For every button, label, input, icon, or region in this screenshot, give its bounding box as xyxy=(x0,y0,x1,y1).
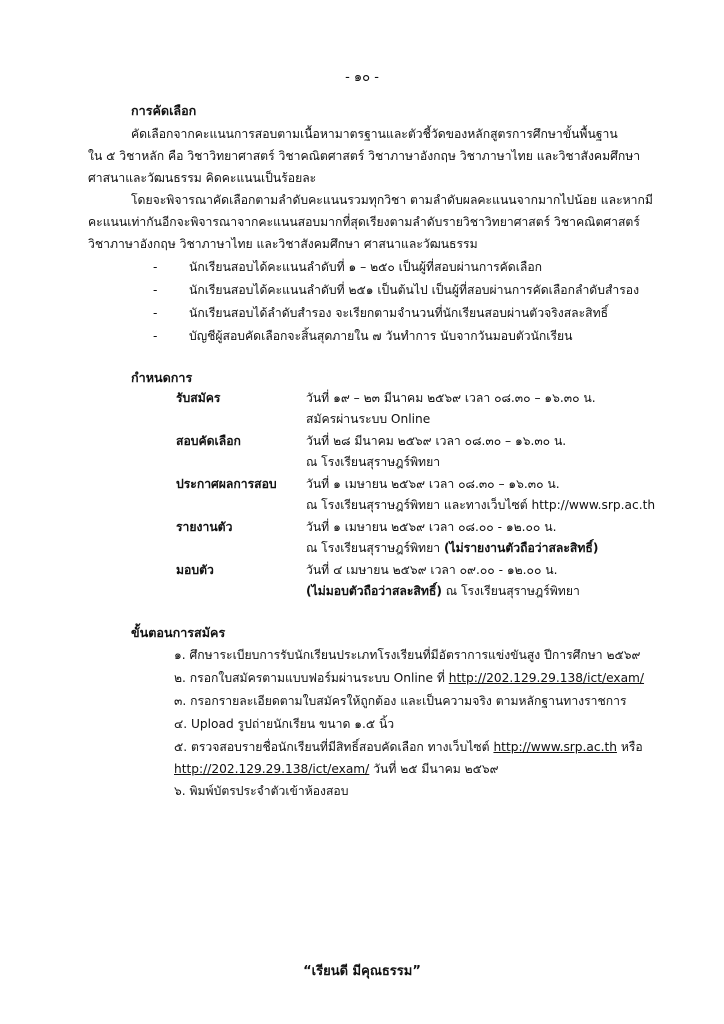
bullet-dash: - xyxy=(153,329,158,343)
schedule-label: รับสมัคร xyxy=(176,391,221,405)
selection-para1-line3: ศาสนาและวัฒนธรรม คิดคะแนนเป็นร้อยละ xyxy=(88,171,317,185)
step-1: ๑. ศึกษาระเบียบการรับนักเรียนประเภทโรงเรียนที่มีอัตราการแข่งขันสูง ปีการศึกษา ๒๕๖๙ xyxy=(174,648,641,662)
schedule-heading: กำหนดการ xyxy=(131,370,193,385)
bullet-text: นักเรียนสอบได้ลำดับสำรอง จะเรียกตามจำนวนที่นักเรียนสอบผ่านตัวจริงสละสิทธิ์ xyxy=(189,306,609,320)
selection-para2-line3: วิชาภาษาอังกฤษ วิชาภาษาไทย และวิชาสังคมศึกษา ศาสนาและวัฒนธรรม xyxy=(88,237,478,251)
schedule-label: ประกาศผลการสอบ xyxy=(176,477,277,491)
schedule-label: สอบคัดเลือก xyxy=(176,434,241,448)
step-2-text: ๒. กรอกใบสมัครตามแบบฟอร์มผ่านระบบ Online ที่ xyxy=(174,671,449,685)
bullet-text: นักเรียนสอบได้คะแนนลำดับที่ ๒๕๑ เป็นต้นไป เป็นผู้ที่สอบผ่านการคัดเลือกลำดับสำรอง xyxy=(189,283,640,297)
exam-system-link[interactable]: http://202.129.29.138/ict/exam/ xyxy=(174,762,370,776)
schedule-detail-place: ณ โรงเรียนสุราษฎร์พิทยา xyxy=(441,584,580,598)
selection-para1-line1: คัดเลือกจากคะแนนการสอบตามเนื้อหามาตรฐานและตัวชี้วัดของหลักสูตรการศึกษาขั้นพื้นฐาน xyxy=(131,127,618,141)
schedule-detail xyxy=(306,538,598,559)
schedule-detail: สมัครผ่านระบบ Online xyxy=(306,412,431,426)
selection-para1-line2: ใน ๕ วิชาหลัก คือ วิชาวิทยาศาสตร์ วิชาคณิตศาสตร์ วิชาภาษาอังกฤษ วิชาภาษาไทย และวิชาสังคมศึกษา xyxy=(88,149,641,163)
page-number: - ๑๐ - xyxy=(345,70,379,85)
schedule-date: วันที่ ๑๙ – ๒๓ มีนาคม ๒๕๖๙ เวลา ๐๘.๓๐ – ๑๖.๓๐ น. xyxy=(306,391,596,405)
selection-para2-line2: คะแนนเท่ากันอีกจะพิจารณาจากคะแนนสอบมากที่สุดเรียงตามลำดับรายวิชาวิทยาศาสตร์ วิชาคณิตศาสตร์ xyxy=(88,215,640,229)
schedule-detail xyxy=(306,581,580,602)
bullet-dash: - xyxy=(153,306,158,320)
step-5-date: วันที่ ๒๕ มีนาคม ๒๕๖๙ xyxy=(369,762,499,776)
step-3: ๓. กรอกรายละเอียดตามใบสมัครให้ถูกต้อง และเป็นความจริง ตามหลักฐานทางราชการ xyxy=(174,694,627,708)
selection-heading: การคัดเลือก xyxy=(131,103,197,118)
step-5-text: ๕. ตรวจสอบรายชื่อนักเรียนที่มีสิทธิ์สอบคัดเลือก ทางเว็บไซต์ xyxy=(174,740,494,754)
schedule-detail-warning: (ไม่รายงานตัวถือว่าสละสิทธิ์) xyxy=(443,541,599,555)
bullet-dash: - xyxy=(153,260,158,274)
schedule-date: วันที่ ๑ เมษายน ๒๕๖๙ เวลา ๐๘.๓๐ – ๑๖.๓๐ น. xyxy=(306,477,560,491)
register-link[interactable]: http://202.129.29.138/ict/exam/ xyxy=(448,671,645,685)
schedule-label: มอบตัว xyxy=(176,563,214,577)
school-website-link[interactable]: http://www.srp.ac.th xyxy=(493,740,617,754)
step-5-continued xyxy=(174,758,499,780)
step-6: ๖. พิมพ์บัตรประจำตัวเข้าห้องสอบ xyxy=(174,784,349,798)
schedule-detail-warning: (ไม่มอบตัวถือว่าสละสิทธิ์) xyxy=(306,584,442,598)
step-5-or: หรือ xyxy=(616,740,643,754)
bullet-text: นักเรียนสอบได้คะแนนลำดับที่ ๑ – ๒๕๐ เป็นผู้ที่สอบผ่านการคัดเลือก xyxy=(189,260,543,274)
schedule-date: วันที่ ๔ เมษายน ๒๕๖๙ เวลา ๐๙.๐๐ - ๑๒.๐๐ น. xyxy=(306,563,558,577)
step-4: ๔. Upload รูปถ่ายนักเรียน ขนาด ๑.๕ นิ้ว xyxy=(174,717,395,731)
steps-heading: ขั้นตอนการสมัคร xyxy=(131,625,226,640)
schedule-date: วันที่ ๑ เมษายน ๒๕๖๙ เวลา ๐๘.๐๐ - ๑๒.๐๐ น. xyxy=(306,520,557,534)
schedule-date: วันที่ ๒๘ มีนาคม ๒๕๖๙ เวลา ๐๘.๓๐ – ๑๖.๓๐ น. xyxy=(306,434,567,448)
step-5 xyxy=(174,736,643,758)
schedule-detail-place: ณ โรงเรียนสุราษฎร์พิทยา xyxy=(306,541,444,555)
selection-para2-line1: โดยจะพิจารณาคัดเลือกตามลำดับคะแนนรวมทุกวิชา ตามลำดับผลคะแนนจากมากไปน้อย และหากมี xyxy=(131,193,653,207)
schedule-label: รายงานตัว xyxy=(176,520,233,534)
schedule-detail: ณ โรงเรียนสุราษฎร์พิทยา xyxy=(306,455,441,469)
step-2 xyxy=(174,667,644,689)
bullet-text: บัญชีผู้สอบคัดเลือกจะสิ้นสุดภายใน ๗ วันทำการ นับจากวันมอบตัวนักเรียน xyxy=(189,329,573,343)
schedule-detail: ณ โรงเรียนสุราษฎร์พิทยา และทางเว็บไซต์ http://www.srp.ac.th xyxy=(306,498,656,512)
bullet-dash: - xyxy=(153,283,158,297)
school-motto: “เรียนดี มีคุณธรรม” xyxy=(303,964,421,979)
